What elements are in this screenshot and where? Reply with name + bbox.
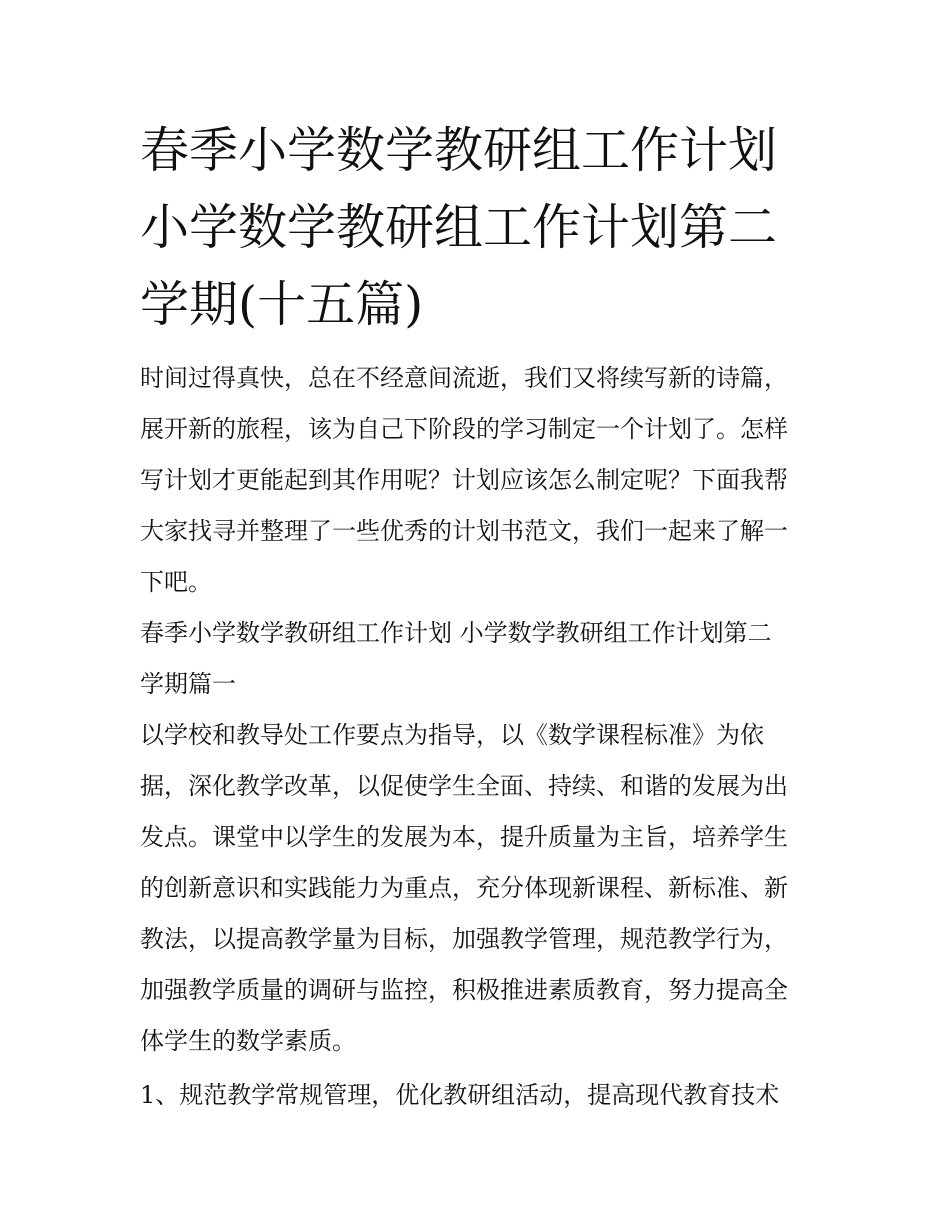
title-line: 学期(十五篇) xyxy=(140,276,424,333)
intro-line: 时间过得真快，总在不经意间流逝，我们又将续写新的诗篇， xyxy=(140,364,788,392)
intro-line: 大家找寻并整理了一些优秀的计划书范文，我们一起来了解一 xyxy=(140,517,788,545)
numbered-item xyxy=(140,1070,830,1121)
body-line: 体学生的数学素质。 xyxy=(140,1027,356,1055)
document-page xyxy=(140,112,830,1121)
document-title xyxy=(140,112,830,343)
body-line: 的创新意识和实践能力为重点，充分体现新课程、新标准、新 xyxy=(140,874,788,902)
intro-paragraph xyxy=(140,353,830,608)
subheading-line: 学期篇一 xyxy=(140,670,236,698)
item-line: 1、规范教学常规管理，优化教研组活动，提高现代教育技术 xyxy=(140,1081,780,1109)
body-line: 据，深化教学改革，以促使学生全面、持续、和谐的发展为出 xyxy=(140,772,788,800)
section-subheading xyxy=(140,608,830,710)
intro-line: 下吧。 xyxy=(140,568,212,596)
intro-line: 展开新的旅程，该为自己下阶段的学习制定一个计划了。怎样 xyxy=(140,415,788,443)
body-line: 教法，以提高教学量为目标，加强教学管理，规范教学行为， xyxy=(140,925,788,953)
title-line: 小学数学教研组工作计划第二 xyxy=(140,199,778,256)
subheading-line: 春季小学数学教研组工作计划 小学数学教研组工作计划第二 xyxy=(140,619,772,647)
body-paragraph xyxy=(140,710,830,1067)
intro-line: 写计划才更能起到其作用呢？计划应该怎么制定呢？下面我帮 xyxy=(140,466,788,494)
title-line: 春季小学数学教研组工作计划 xyxy=(140,122,778,179)
body-line: 以学校和教导处工作要点为指导，以《数学课程标准》为依 xyxy=(140,721,764,749)
body-line: 发点。课堂中以学生的发展为本，提升质量为主旨，培养学生 xyxy=(140,823,788,851)
body-line: 加强教学质量的调研与监控，积极推进素质教育，努力提高全 xyxy=(140,976,788,1004)
